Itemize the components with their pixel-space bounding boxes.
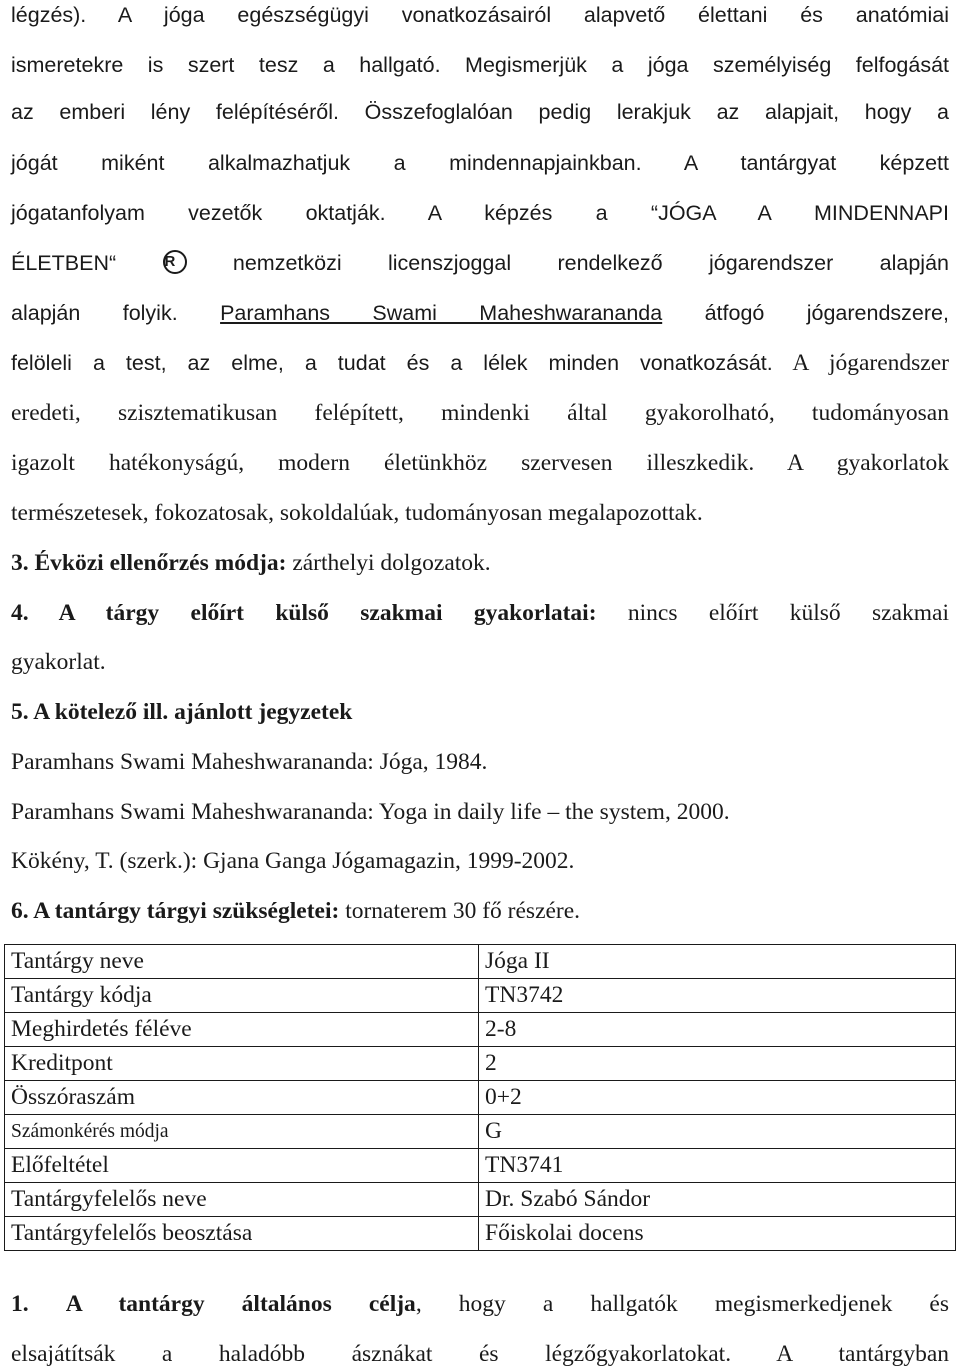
table-value: 2: [479, 1047, 956, 1081]
table-row: [5, 1115, 956, 1149]
section-6-text: tornaterem 30 fő részére.: [345, 898, 581, 924]
table-label: Előfeltétel: [5, 1149, 479, 1183]
section-4-heading: 4. A tárgy előírt külső szakmai gyakorlatai:: [11, 600, 597, 626]
section-1-number: 1.: [11, 1291, 29, 1317]
body-text-line: ismeretekre is szert tesz a hallgató. Megismerjük a jóga személyiség felfogását: [11, 53, 949, 77]
license-text: nemzetközi licenszjoggal rendelkező jógarendszer alapján: [232, 251, 949, 275]
table-value: 2-8: [479, 1013, 956, 1047]
table-value: Főiskolai docens: [479, 1217, 956, 1251]
table-row: [5, 1081, 956, 1115]
gyakorlatok-text: A gyakorlatok: [787, 450, 949, 476]
reference-item: Kökény, T. (szerk.): Gjana Ganga Jógamagazin, 1999-2002.: [11, 848, 575, 874]
jogarendszere-text: átfogó jógarendszere,: [704, 301, 949, 325]
jogarendszer-text: A jógarendszer: [792, 350, 949, 376]
table-label: Meghirdetés féléve: [5, 1013, 479, 1047]
section-1-heading: A tantárgy általános célja: [65, 1291, 416, 1317]
section-1-text: , hogy a hallgatók megismerkedjenek és: [415, 1291, 949, 1317]
section-6-heading: 6. A tantárgy tárgyi szükségletei:: [11, 898, 340, 924]
body-text-line: [11, 248, 949, 278]
table-value: Dr. Szabó Sándor: [479, 1183, 956, 1217]
section-3-heading: 3. Évközi ellenőrzés módja:: [11, 550, 287, 576]
section-6: [11, 896, 949, 926]
body-text-line: [11, 448, 949, 478]
registered-mark-icon: R: [163, 250, 187, 274]
body-text-line: [11, 298, 949, 328]
folyik-text: alapján folyik.: [11, 301, 178, 325]
table-label: Összóraszám: [5, 1081, 479, 1115]
feloleli-text: felöleli a test, az elme, a tudat és a lélek minden vonatkozását.: [11, 351, 773, 375]
body-text-line: eredeti, szisztematikusan felépített, mindenki által gyakorolható, tudományosan: [11, 400, 949, 426]
table-value: Jóga II: [479, 945, 956, 979]
table-label: Tantárgy neve: [5, 945, 479, 979]
section-3: [11, 548, 949, 578]
table-value: 0+2: [479, 1081, 956, 1115]
course-info-table: [4, 944, 956, 1251]
table-row: [5, 1047, 956, 1081]
table-value: G: [479, 1115, 956, 1149]
section-5-heading: 5. A kötelező ill. ajánlott jegyzetek: [11, 699, 353, 725]
table-row: [5, 1217, 956, 1251]
table-label: Tantárgyfelelős beosztása: [5, 1217, 479, 1251]
table-row: [5, 1013, 956, 1047]
reference-item: Paramhans Swami Maheshwarananda: Jóga, 1984.: [11, 749, 488, 775]
table-value: TN3742: [479, 979, 956, 1013]
body-text-line: az emberi lény felépítéséről. Összefoglalóan pedig lerakjuk az alapjait, hogy a: [11, 100, 949, 124]
section-4-continuation: gyakorlat.: [11, 649, 106, 675]
table-label: Számonkérés módja: [5, 1115, 479, 1149]
table-value: TN3741: [479, 1149, 956, 1183]
table-row: [5, 1149, 956, 1183]
reference-item: Paramhans Swami Maheshwarananda: Yoga in daily life – the system, 2000.: [11, 799, 730, 825]
body-text-line: légzés). A jóga egészségügyi vonatkozásairól alapvető élettani és anatómiai: [11, 3, 949, 27]
author-link[interactable]: Paramhans Swami Maheshwarananda: [220, 301, 663, 325]
table-label: Tantárgyfelelős neve: [5, 1183, 479, 1217]
body-text-line: jógát miként alkalmazhatjuk a mindennapjainkban. A tantárgyat képzett: [11, 151, 949, 175]
table-row: [5, 979, 956, 1013]
igazolt-text: igazolt hatékonyságú, modern életünkhöz szervesen illeszkedik.: [11, 450, 755, 476]
table-row: [5, 945, 956, 979]
body-text-line: jógatanfolyam vezetők oktatják. A képzés a “JÓGA A MINDENNAPI: [11, 201, 949, 225]
table-label: Kreditpont: [5, 1047, 479, 1081]
table-label: Tantárgy kódja: [5, 979, 479, 1013]
section-4-text: nincs előírt külső szakmai: [627, 600, 950, 626]
section-4: [11, 598, 949, 628]
eletben-text: ÉLETBEN“: [11, 251, 117, 275]
section-1: [11, 1289, 949, 1319]
table-row: [5, 1183, 956, 1217]
body-text-line: természetesek, fokozatosak, sokoldalúak, tudományosan megalapozottak.: [11, 500, 703, 526]
section-1-continuation: elsajátítsák a haladóbb ásznákat és légzőgyakorlatokat. A tantárgyban: [11, 1341, 949, 1367]
section-3-text: zárthelyi dolgozatok.: [292, 550, 491, 576]
body-text-line: [11, 348, 949, 378]
